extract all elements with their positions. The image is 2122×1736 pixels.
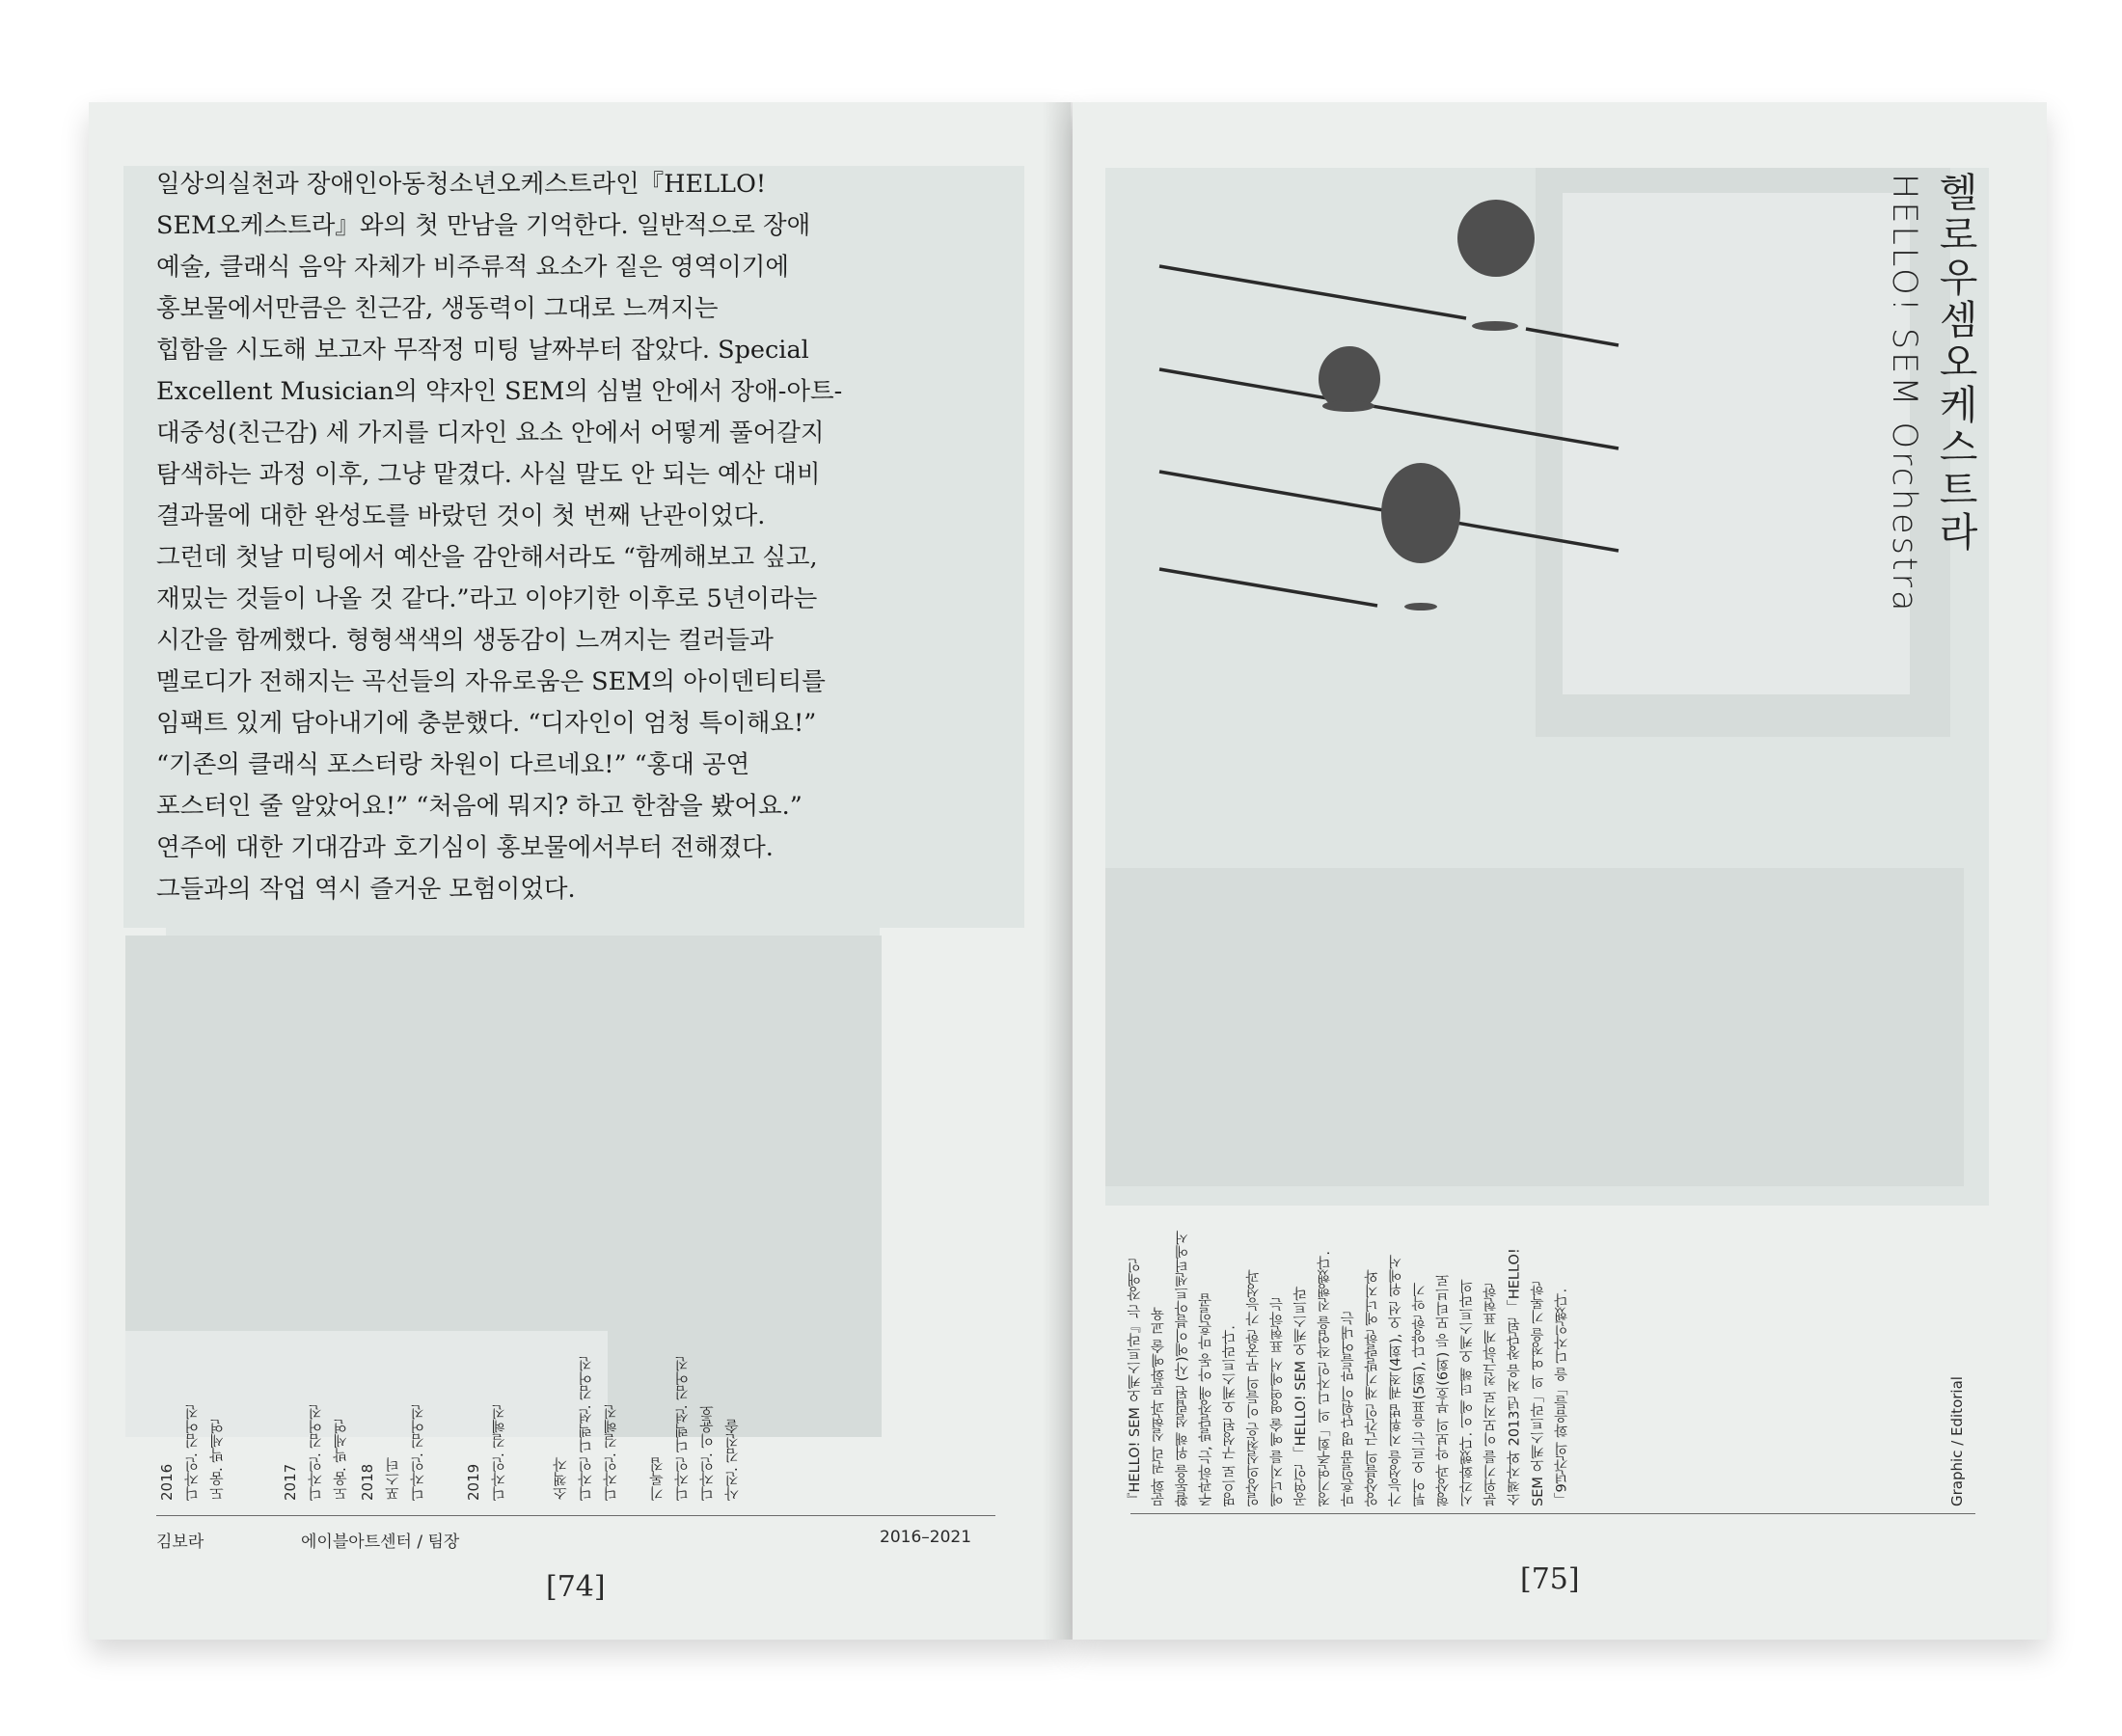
show-through-caption — [1105, 816, 1620, 841]
essay-line: 대중성(친근감) 세 가지를 디자인 요소 안에서 어떻게 풀어갈지 — [156, 419, 825, 448]
author-name: 김보라 — [156, 1533, 204, 1552]
staff-line — [1159, 369, 1619, 448]
note-head — [1381, 463, 1460, 563]
title-english: HELLO! SEM Orchestra — [1885, 174, 1923, 614]
show-through-photo — [1105, 868, 1964, 1186]
page-number-right: [75] — [1520, 1562, 1580, 1596]
staff-line — [1159, 569, 1377, 606]
note-head — [1457, 200, 1535, 277]
staff-line — [1159, 266, 1466, 318]
essay-body — [156, 164, 851, 910]
footer-rule — [1130, 1513, 1975, 1514]
essay-line: 홍보물에서만큼은 친근감, 생동력이 그대로 느껴지는 — [156, 294, 719, 323]
essay-line: 예술, 클래식 음악 자체가 비주류적 요소가 짙은 영역이기에 — [156, 253, 790, 282]
essay-line: 탐색하는 과정 이후, 그냥 맡겼다. 사실 말도 안 되는 예산 대비 — [156, 460, 821, 489]
essay-line: “기존의 클래식 포스터랑 차원이 다르네요!” “홍대 공연 — [156, 750, 750, 779]
credit-2019: 2019 디자인. 길혜진 — [465, 1404, 507, 1501]
note-shadow — [1472, 321, 1518, 331]
note-shadow — [1404, 603, 1437, 610]
essay-line: Excellent Musician의 약자인 SEM의 심벌 안에서 장애-아트- — [156, 377, 843, 406]
category-label: Graphic / Editorial — [1948, 1376, 1966, 1506]
credit-2018: 2018 포스터 디자인. 김어진 — [359, 1404, 426, 1501]
essay-line: 그런데 첫날 미팅에서 예산을 감안해서라도 “함께해보고 싶고, — [156, 543, 818, 572]
essay-line: 재밌는 것들이 나올 것 같다.”라고 이야기한 이후로 5년이라는 — [156, 584, 818, 613]
credit-booklet: 소책자 디자인 디렉션. 김어진 디자인. 길혜진 — [552, 1356, 619, 1501]
essay-line: 힙함을 시도해 보고자 무작정 미팅 날짜부터 잡았다. Special — [156, 336, 809, 365]
essay-line: 멜로디가 전해지는 곡선들의 자유로움은 SEM의 아이덴티티를 — [156, 667, 826, 696]
author-organization: 에이블아트센터 / 팀장 — [301, 1533, 460, 1552]
title-korean: 헬로우셈오케스트라 — [1932, 172, 1978, 554]
credit-2016: 2016 디자인. 김어진 도움. 박세연 — [158, 1404, 226, 1501]
essay-line: 결과물에 대한 완성도를 바랐던 것이 첫 번째 난관이었다. — [156, 502, 766, 530]
essay-line: 시간을 함께했다. 형형색색의 생동감이 느껴지는 컬러들과 — [156, 626, 774, 655]
project-description: 『HELLO! SEM 오케스트라』는 장애인 문화 권리 실현과 문화예술 교육 활동을 위해 설립된 (사)에이블아트센터에서 주관하는, 발달장애 아동 마흔일곱 명으로 구성된 오케스트라다. 일상의실천은 이들의 무궁한 가능성과 에너지를 예술 영역에서 표현하는 공연인 「HELLO! SEM 오케스트라 정기연주회」의 디자인 작업을 진행했다. 마흔일곱 명 단원이 만들어내는 앙상블의 근간인 재기발랄한 에너지와 가능성을 지휘법 궤적(4회), 오선 위에서 튀어 오르는 음표(5회), 다양한 악기 형상과 악보의 부호(6회) 등 모티브로 시각화했다. 이에 더해 오케스트라의 분위기를 이모지로 친근하게 표현한 소책자와 2013년 처음 창단된 「HELLO! SEM 오케스트라」의 여정을 기록한 「9년간의 화음들」을 디자인했다. — [1128, 1230, 1570, 1506]
essay-line: 연주에 대한 기대감과 호기심이 홍보물에서부터 전해졌다. — [156, 833, 774, 862]
essay-line: 임팩트 있게 담아내기에 충분했다. “디자인이 엄청 특이해요!” — [156, 709, 817, 738]
credit-2017: 2017 디자인. 김어진 도움. 박세연 — [282, 1404, 349, 1501]
essay-line: 그들과의 작업 역시 즐거운 모험이었다. — [156, 875, 576, 904]
essay-line: 일상의실천과 장애인아동청소년오케스트라인『HELLO! — [156, 170, 767, 199]
footer-rule — [156, 1515, 995, 1516]
staff-notes-graphic — [1148, 188, 1630, 651]
credit-record-book: 기록집 디자인 디렉션. 김어진 디자인. 이윤호 사진. 김진솔 — [648, 1356, 741, 1501]
essay-line: SEM오케스트라』와의 첫 만남을 기억한다. 일반적으로 장애 — [156, 211, 811, 240]
project-years: 2016–2021 — [880, 1528, 972, 1547]
staff-line — [1526, 329, 1619, 345]
page-number-left: [74] — [546, 1570, 606, 1604]
essay-line: 포스터인 줄 알았어요!” “처음에 뭐지? 하고 한참을 봤어요.” — [156, 792, 803, 821]
note-shadow — [1322, 400, 1374, 412]
